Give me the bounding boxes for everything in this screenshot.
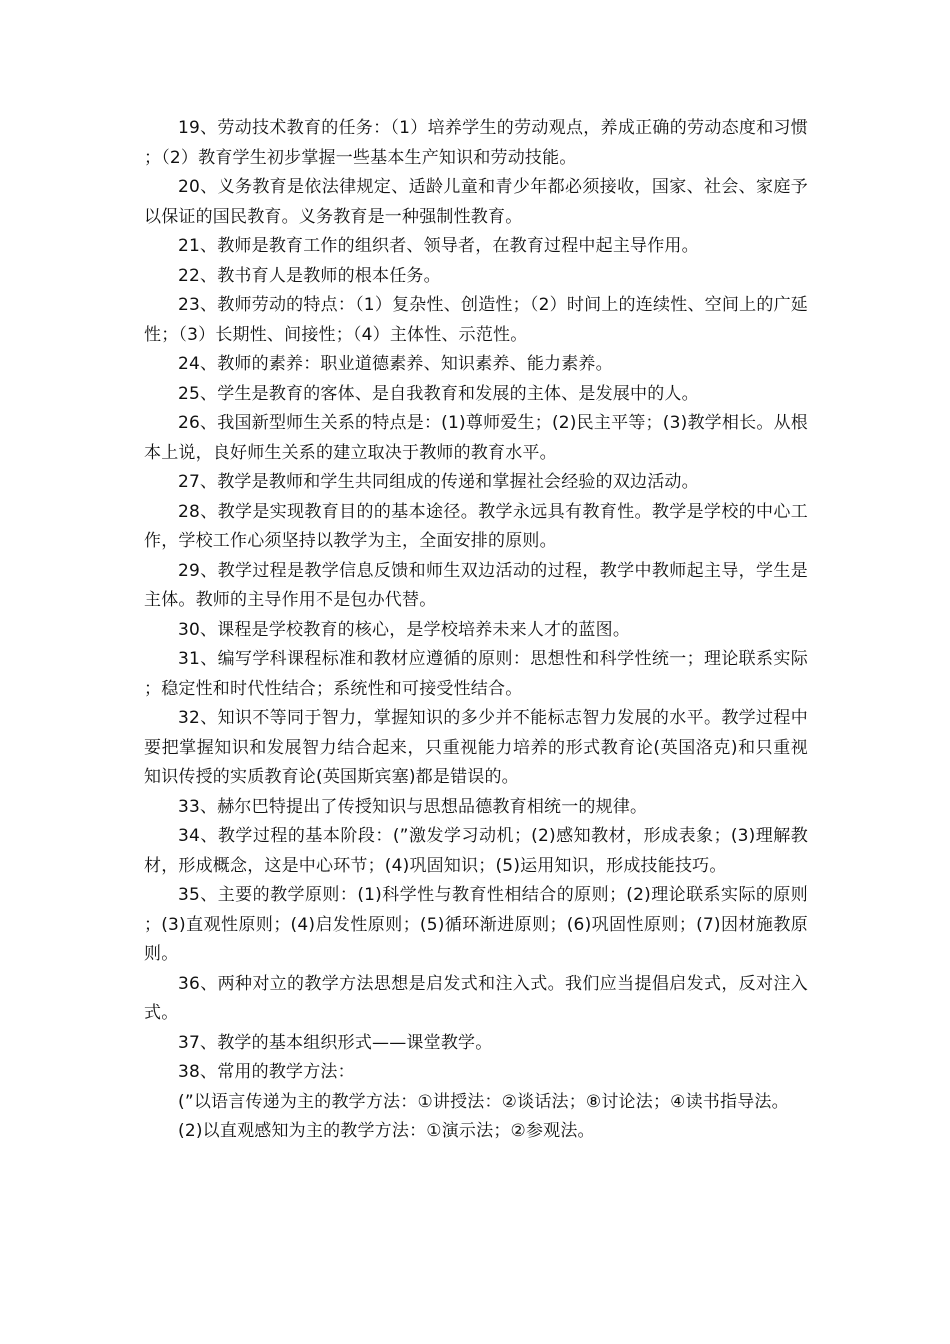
paragraph-38-item-1: (”以语言传递为主的教学方法：①讲授法：②谈话法；⑧讨论法；④读书指导法。 bbox=[178, 1091, 789, 1112]
paragraph-37: 37、教学的基本组织形式——课堂教学。 bbox=[178, 1032, 493, 1053]
paragraph-28: 28、教学是实现教育目的的基本途径。教学永远具有教育性。教学是学校的中心工作，学校工作心须坚持以教学为主，全面安排的原则。 bbox=[144, 501, 808, 551]
paragraph-26: 26、我国新型师生关系的特点是：(1)尊师爱生；(2)民主平等；(3)教学相长。从根本上说，良好师生关系的建立取决于教师的教育水平。 bbox=[144, 413, 808, 463]
paragraph-30: 30、课程是学校教育的核心，是学校培养未来人才的蓝图。 bbox=[178, 619, 631, 640]
paragraph-38-item-2: (2)以直观感知为主的教学方法：①演示法；②参观法。 bbox=[178, 1121, 595, 1141]
paragraph-22: 22、教书育人是教师的根本任务。 bbox=[178, 265, 441, 286]
paragraph-38: 38、常用的教学方法： bbox=[178, 1062, 355, 1082]
paragraph-31: 31、编写学科课程标准和教材应遵循的原则：思想性和科学性统一；理论联系实际；稳定性和时代性结合；系统性和可接受性结合。 bbox=[144, 649, 808, 699]
paragraph-35: 35、主要的教学原则：(1)科学性与教育性相结合的原则；(2)理论联系实际的原则；(3)直观性原则；(4)启发性原则；(5)循环渐进原则；(6)巩固性原则；(7)因材施教原则。 bbox=[144, 885, 808, 964]
paragraph-34: 34、教学过程的基本阶段：(”激发学习动机；(2)感知教材，形成表象；(3)理解教材，形成概念，这是中心环节；(4)巩固知识；(5)运用知识，形成技能技巧。 bbox=[144, 826, 808, 876]
paragraph-36: 36、两种对立的教学方法思想是启发式和注入式。我们应当提倡启发式，反对注入式。 bbox=[144, 973, 808, 1023]
paragraph-33: 33、赫尔巴特提出了传授知识与思想品德教育相统一的规律。 bbox=[178, 796, 648, 817]
paragraph-21: 21、教师是教育工作的组织者、领导者，在教育过程中起主导作用。 bbox=[178, 236, 699, 256]
paragraph-19: 19、劳动技术教育的任务：（1）培养学生的劳动观点，养成正确的劳动态度和习惯；（2）教育学生初步掌握一些基本生产知识和劳动技能。 bbox=[144, 118, 808, 168]
paragraph-24: 24、教师的素养：职业道德素养、知识素养、能力素养。 bbox=[178, 354, 613, 374]
paragraph-32: 32、知识不等同于智力，掌握知识的多少并不能标志智力发展的水平。教学过程中要把掌握知识和发展智力结合起来，只重视能力培养的形式教育论(英国洛克)和只重视知识传授的实质教育论(英国斯宾塞)都是错误的。 bbox=[144, 708, 808, 787]
paragraph-25: 25、学生是教育的客体、是自我教育和发展的主体、是发展中的人。 bbox=[178, 383, 699, 404]
paragraph-27: 27、教学是教师和学生共同组成的传递和掌握社会经验的双边活动。 bbox=[178, 472, 699, 492]
paragraph-29: 29、教学过程是教学信息反馈和师生双边活动的过程，教学中教师起主导，学生是主体。教师的主导作用不是包办代替。 bbox=[144, 560, 808, 610]
paragraph-23: 23、教师劳动的特点：（1）复杂性、创造性；（2）时间上的连续性、空间上的广延性；（3）长期性、间接性；（4）主体性、示范性。 bbox=[144, 295, 808, 345]
paragraph-20: 20、义务教育是依法律规定、适龄儿童和青少年都必须接收，国家、社会、家庭予以保证的国民教育。义务教育是一种强制性教育。 bbox=[144, 177, 808, 227]
document-body bbox=[144, 114, 808, 1147]
